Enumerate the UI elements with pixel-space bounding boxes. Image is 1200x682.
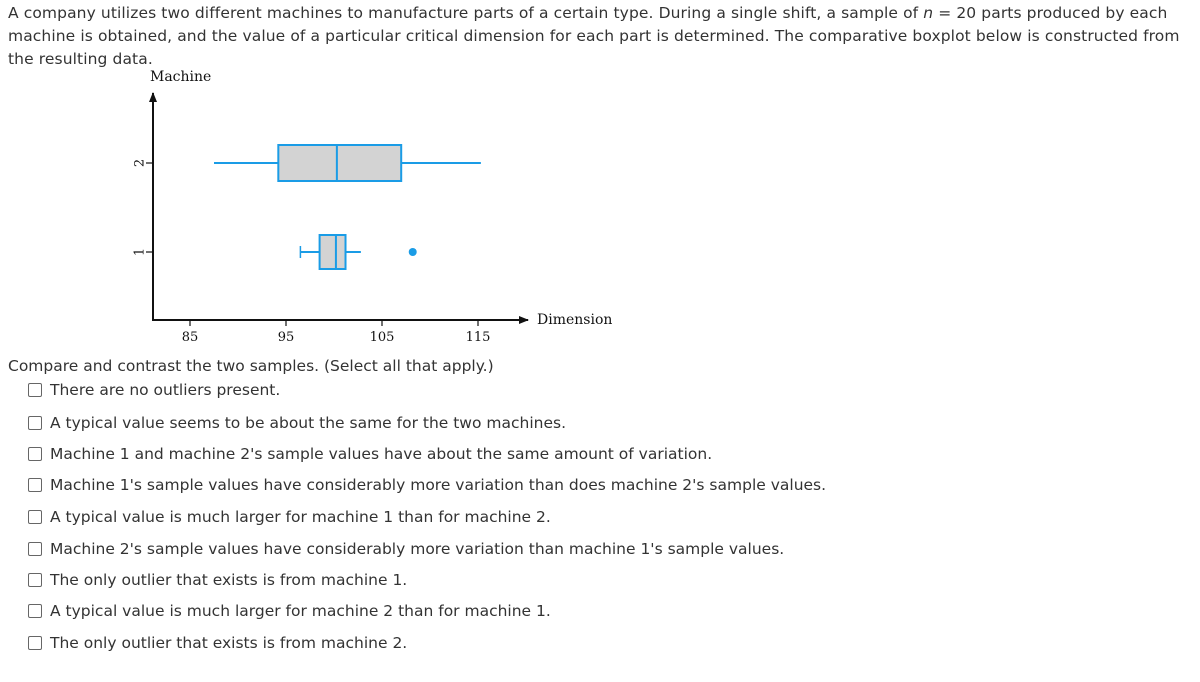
option-7[interactable]	[28, 571, 407, 589]
x-tick-label: 85	[181, 330, 199, 345]
iqr-box	[320, 235, 346, 269]
box-machine-1	[300, 235, 416, 269]
checkbox[interactable]	[28, 604, 42, 618]
option-label: The only outlier that exists is from machine 1.	[50, 571, 408, 589]
y-tick-label: 1	[132, 247, 148, 257]
x-tick-label: 115	[465, 330, 491, 345]
y-axis-label: Machine	[150, 69, 212, 85]
box-machine-2	[214, 145, 481, 181]
option-label: Machine 1's sample values have considerably more variation than does machine 2's sample values.	[50, 476, 827, 494]
checkbox[interactable]	[28, 636, 42, 650]
problem-text-end: = 20 parts produced by each machine is obtained, and the value of a particular critical dimension for each part is determined. The comparative boxplot below is constructed from the resulting data.	[8, 4, 1180, 68]
option-1[interactable]	[28, 381, 280, 399]
option-8[interactable]	[28, 602, 551, 620]
option-4[interactable]	[28, 476, 826, 494]
option-label: A typical value seems to be about the same for the two machines.	[50, 414, 567, 432]
x-tick-label: 105	[369, 330, 395, 345]
option-3[interactable]	[28, 445, 712, 463]
checkbox[interactable]	[28, 383, 42, 397]
y-tick-label: 2	[132, 158, 148, 168]
checkbox[interactable]	[28, 573, 42, 587]
option-label: A typical value is much larger for machine 1 than for machine 2.	[50, 508, 551, 526]
option-label: The only outlier that exists is from machine 2.	[50, 634, 408, 652]
checkbox[interactable]	[28, 416, 42, 430]
option-label: There are no outliers present.	[50, 381, 281, 399]
checkbox[interactable]	[28, 542, 42, 556]
option-2[interactable]	[28, 414, 566, 432]
problem-text-start: A company utilizes two different machines to manufacture parts of a certain type. During a single shift, a sample of	[8, 4, 924, 22]
iqr-box	[278, 145, 401, 181]
option-label: Machine 2's sample values have considerably more variation than machine 1's sample values.	[50, 540, 785, 558]
question-prompt: Compare and contrast the two samples. (Select all that apply.)	[8, 357, 494, 375]
n-symbol: n	[923, 4, 934, 22]
option-label: A typical value is much larger for machine 2 than for machine 1.	[50, 602, 551, 620]
option-5[interactable]	[28, 508, 551, 526]
x-axis-label: Dimension	[537, 312, 613, 328]
option-6[interactable]	[28, 540, 784, 558]
option-9[interactable]	[28, 634, 407, 652]
x-tick-label: 95	[277, 330, 295, 345]
checkbox[interactable]	[28, 447, 42, 461]
x-ticks	[182, 320, 491, 345]
outlier-point	[409, 248, 417, 256]
option-label: Machine 1 and machine 2's sample values have about the same amount of variation.	[50, 445, 713, 463]
y-ticks	[133, 159, 154, 256]
checkbox[interactable]	[28, 510, 42, 524]
boxes	[214, 145, 481, 269]
checkbox[interactable]	[28, 478, 42, 492]
